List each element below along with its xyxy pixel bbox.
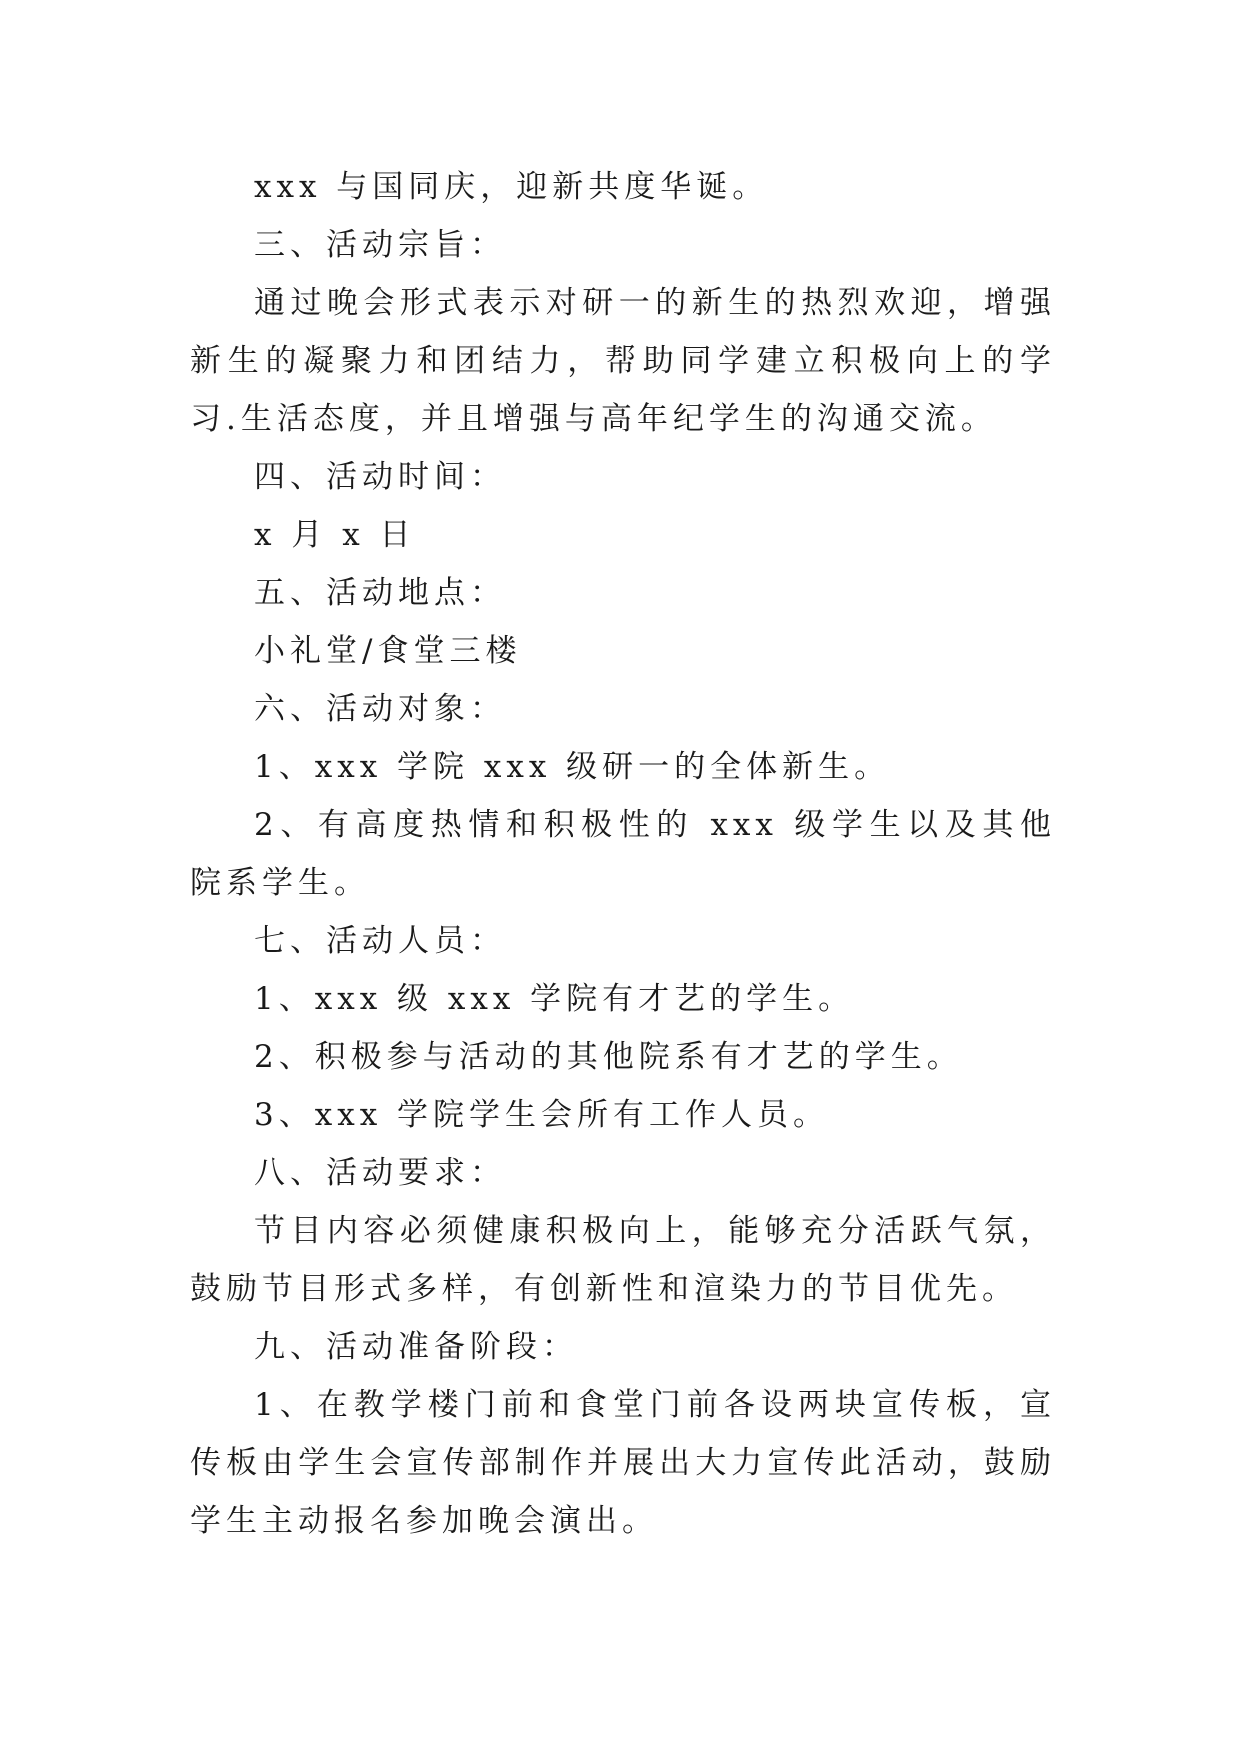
- paragraph-intro: xxx 与国同庆，迎新共度华诞。: [254, 169, 769, 205]
- list-item-audience-1: 1、xxx 学院 xxx 级研一的全体新生。: [254, 749, 891, 785]
- heading-preparation: 九、活动准备阶段：: [254, 1329, 578, 1365]
- heading-audience: 六、活动对象：: [254, 691, 506, 727]
- heading-location: 五、活动地点：: [254, 575, 506, 611]
- list-item-preparation-1: 1、在教学楼门前和食堂门前各设两块宣传板，宣传板由学生会宣传部制作并展出大力宣传此活动，鼓励学生主动报名参加晚会演出。: [190, 1387, 1056, 1539]
- heading-time: 四、活动时间：: [254, 459, 506, 495]
- list-item-personnel-3: 3、xxx 学院学生会所有工作人员。: [254, 1097, 830, 1133]
- heading-purpose: 三、活动宗旨：: [254, 227, 506, 263]
- paragraph-time: x 月 x 日: [254, 517, 416, 553]
- list-item-personnel-2: 2、积极参与活动的其他院系有才艺的学生。: [254, 1039, 963, 1075]
- paragraph-location: 小礼堂/食堂三楼: [254, 633, 522, 669]
- list-item-personnel-1: 1、xxx 级 xxx 学院有才艺的学生。: [254, 981, 855, 1017]
- paragraph-requirements: 节目内容必须健康积极向上，能够充分活跃气氛，鼓励节目形式多样，有创新性和渲染力的节目优先。: [190, 1213, 1056, 1307]
- document-body: [190, 158, 1056, 1550]
- heading-requirements: 八、活动要求：: [254, 1155, 506, 1191]
- paragraph-purpose: 通过晚会形式表示对研一的新生的热烈欢迎，增强新生的凝聚力和团结力，帮助同学建立积极向上的学习.生活态度，并且增强与高年纪学生的沟通交流。: [190, 285, 1056, 437]
- heading-personnel: 七、活动人员：: [254, 923, 506, 959]
- list-item-audience-2: 2、有高度热情和积极性的 xxx 级学生以及其他院系学生。: [190, 807, 1056, 901]
